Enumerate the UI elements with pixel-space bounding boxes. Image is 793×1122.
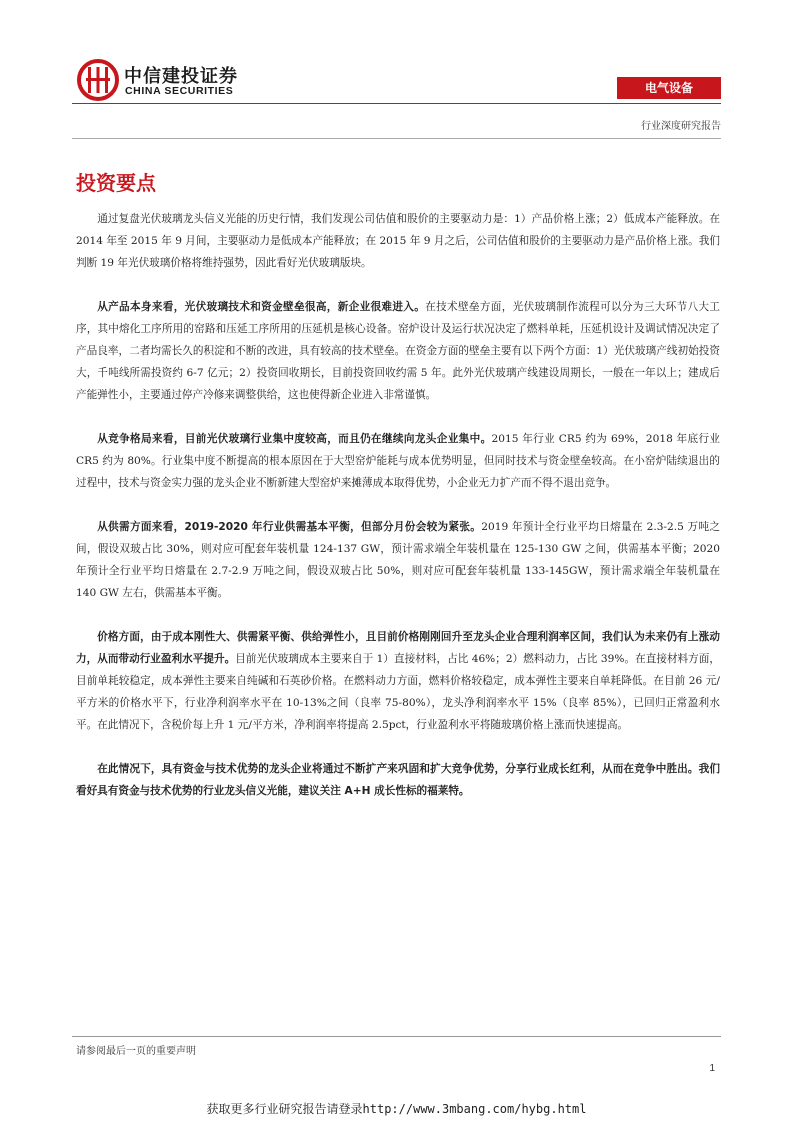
- report-type-label: 行业深度研究报告: [641, 121, 721, 132]
- paragraph-lead: 在此情况下，具有资金与技术优势的龙头企业将通过不断扩产来巩固和扩大竞争优势，分享行业成长红利，从而在竞争中胜出。我们看好具有资金与技术优势的行业龙头信义光能，建议关注 A+H 成长性标的福莱特。: [76, 763, 720, 797]
- paragraph: [76, 296, 720, 406]
- sector-badge: 电气设备: [617, 77, 721, 99]
- citic-logo-icon: [76, 58, 120, 102]
- download-link[interactable]: 获取更多行业研究报告请登录http://www.3mbang.com/hybg.html: [206, 1102, 587, 1116]
- logo-text-cn: 中信建投证券: [124, 66, 238, 87]
- paragraph: [76, 428, 720, 494]
- paragraph-text: 目前光伏玻璃成本主要来自于 1）直接材料，占比 46%；2）燃料动力，占比 39%。在直接材料方面，目前单耗较稳定，成本弹性主要来自纯碱和石英砂价格。在燃料动力方面，燃料价格较稳定，成本弹性主要来自单耗降低。在目前 26 元/平方米的价格水平下，行业净利润率水平在 10-13%之间（良率 75-80%），龙头净利润率水平 15%（良率 85%），已回归正常盈利水平。在此情况下，含税价每上升 1 元/平方米，净利润率将提高 2.5pct，行业盈利水平将随玻璃价格上涨而快速提高。: [76, 653, 721, 731]
- paragraph-lead: 从竞争格局来看，目前光伏玻璃行业集中度较高，而且仍在继续向龙头企业集中。: [97, 433, 492, 445]
- disclaimer-note: 请参阅最后一页的重要声明: [76, 1046, 196, 1057]
- report-body: [76, 208, 720, 824]
- paragraph-lead: 价格方面，由于成本刚性大、供需紧平衡、供给弹性小，且目前价格刚刚回升至龙头企业合理利润率区间，我们认为未来仍有上涨动力，从而带动行业盈利水平提升。: [76, 631, 720, 665]
- paragraph-text: 通过复盘光伏玻璃龙头信义光能的历史行情，我们发现公司估值和股价的主要驱动力是：1）产品价格上涨；2）低成本产能释放。在 2014 年至 2015 年 9 月间，主要驱动力是低成本产能释放；在 2015 年 9 月之后，公司估值和股价的主要驱动力是产品价格上涨。我们判断 19 年光伏玻璃价格将维持强势，因此看好光伏玻璃版块。: [76, 213, 720, 269]
- paragraph-text: 在技术壁垒方面，光伏玻璃制作流程可以分为三大环节八大工序，其中熔化工序所用的窑路和压延工序所用的压延机是核心设备。窑炉设计及运行状况决定了燃料单耗，压延机设计及调试情况决定了产品良率，二者均需长久的积淀和不断的改进，具有较高的技术壁垒。在资金方面的壁垒主要有以下两个方面：1）光伏玻璃产线初始投资大，千吨线所需投资约 6-7 亿元；2）投资回收期长，目前投资回收约需 5 年。此外光伏玻璃产线建设周期长，一般在一年以上；建成后产能弹性小，主要通过停产冷修来调整供给，这也使得新企业进入非常谨慎。: [76, 301, 721, 401]
- paragraph-text: 2019 年预计全行业平均日熔量在 2.3-2.5 万吨之间，假设双玻占比 30%，则对应可配套年装机量 124-137 GW，预计需求端全年装机量在 125-130 GW 之间，供需基本平衡；2020 年预计全行业平均日熔量在 2.7-2.9 万吨之间，假设双玻占比 50%，则对应可配套年装机量 133-145GW，预计需求端全年装机量在 140 GW 左右，供需基本平衡。: [76, 521, 720, 599]
- header-divider: [72, 103, 721, 104]
- paragraph: [76, 208, 720, 274]
- page-number: 1: [709, 1063, 715, 1074]
- company-logo: [76, 58, 256, 102]
- paragraph: [76, 758, 720, 802]
- paragraph: [76, 516, 720, 604]
- logo-text-en: CHINA SECURITIES: [125, 85, 234, 97]
- paragraph-lead: 从产品本身来看，光伏玻璃技术和资金壁垒很高，新企业很难进入。: [97, 301, 426, 313]
- paragraph-text: 2015 年行业 CR5 约为 69%，2018 年底行业 CR5 约为 80%。行业集中度不断提高的根本原因在于大型窑炉能耗与成本优势明显，但同时技术与资金壁垒较高。在小窑炉陆续退出的过程中，技术与资金实力强的龙头企业不断新建大型窑炉来摊薄成本取得优势，小企业无力扩产而不得不退出竞争。: [76, 433, 720, 489]
- paragraph-lead: 从供需方面来看，2019-2020 年行业供需基本平衡，但部分月份会较为紧张。: [97, 521, 482, 533]
- section-title: 投资要点: [76, 171, 156, 195]
- subheader-divider: [72, 138, 721, 139]
- paragraph: [76, 626, 720, 736]
- footer-divider: [72, 1036, 721, 1037]
